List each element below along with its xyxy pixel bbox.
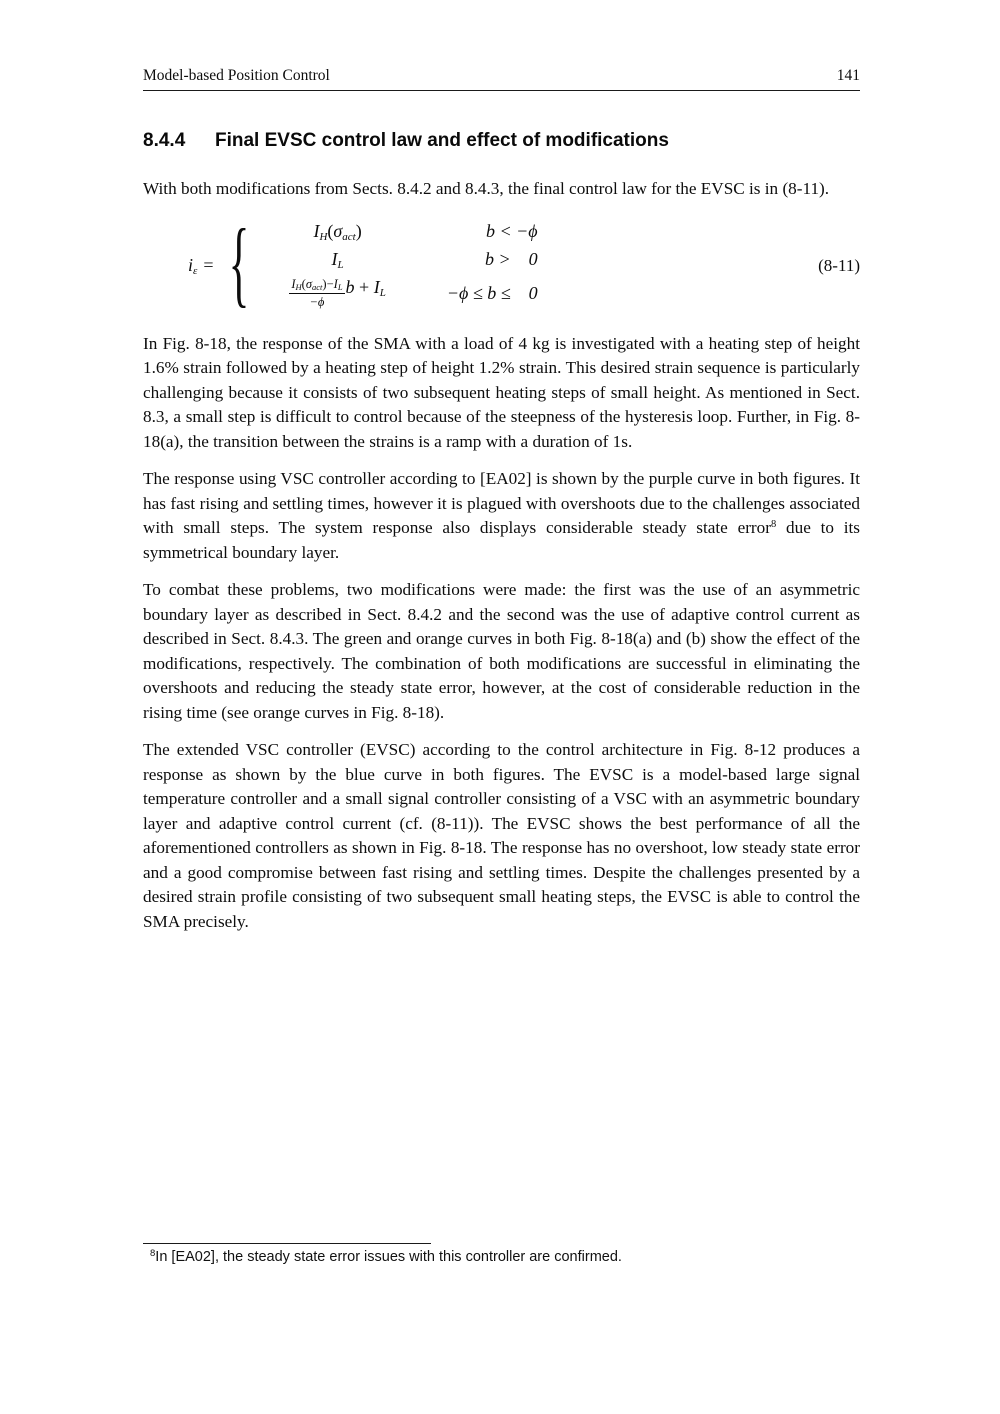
paragraph-3-text-after: due to its symmetrical boundary layer. xyxy=(143,518,860,562)
footnote-rule xyxy=(143,1243,431,1244)
text-column xyxy=(143,0,860,934)
case-1-condition: b < −ϕ xyxy=(485,221,538,241)
paragraph-3-text: The response using VSC controller according to [EA02] is shown by the purple curve in both figures. It has fast rising and settling times, however it is plagued with overshoots due to the challenges associated with small steps. The system response also displays considerable steady state error xyxy=(143,469,860,537)
page-number: 141 xyxy=(836,67,860,84)
minus-sign: − xyxy=(326,277,334,291)
case-1-expression xyxy=(264,221,412,242)
math-var-sigma: σ xyxy=(305,277,313,291)
footnote xyxy=(143,1243,860,1267)
math-sub-L: L xyxy=(379,287,386,299)
case-3-expression xyxy=(264,277,412,310)
section-number: 8.4.4 xyxy=(143,130,186,151)
math-var-i: i xyxy=(188,255,194,275)
math-var-I: I xyxy=(291,277,296,291)
math-var-sigma: σ xyxy=(333,221,343,241)
paragraph-5: The extended VSC controller (EVSC) according to the control architecture in Fig. 8-12 produces a response as shown by the blue curve in both figures. The EVSC is a model-based large signal temperature controller and a small signal controller consisting of a VSC with an asymmetric boundary layer and adaptive control current (cf. (8-11)). The EVSC shows the best performance of all the aforementioned controllers as shown in Fig. 8-18. The response has no overshoot, low steady state error and a good compromise between fast rising and settling times. Despite the challenges presented by a desired strain profile consisting of two subsequent small heating steps, the EVSC is able to control the SMA precisely. xyxy=(143,740,860,931)
footnote-marker: 8 xyxy=(150,1248,156,1259)
case-2-condition: b > 0 xyxy=(484,249,538,269)
fraction-numerator xyxy=(289,277,344,293)
math-sub-H: H xyxy=(295,282,302,292)
equation-8-11 xyxy=(143,208,860,318)
math-var-b: b xyxy=(345,277,355,297)
math-var-I: I xyxy=(313,221,320,241)
math-var-I: I xyxy=(333,277,338,291)
paragraph-4: To combat these problems, two modifications were made: the first was the use of an asymmetric boundary layer as described in Sect. 8.4.2 and the second was the use of adaptive control current as described in Sect. 8.4.3. The green and orange curves in both Fig. 8-18(a) and (b) show the effect of the modifications, respectively. The combination of both modifications are successful in eliminating the overshoots and reducing the steady state error, however, at the cost of considerable reduction in the rising time (see orange curves in Fig. 8-18). xyxy=(143,580,860,722)
case-3-condition: −ϕ ≤ b ≤ 0 xyxy=(446,283,538,303)
fraction-denominator: −ϕ xyxy=(289,293,344,310)
running-header-title: Model-based Position Control xyxy=(143,67,330,84)
footnote-reference: 8 xyxy=(770,519,777,530)
footnote-body: In [EA02], the steady state error issues with this controller are confirmed. xyxy=(155,1249,622,1265)
cases-brace: { xyxy=(228,208,249,316)
paragraph-3 xyxy=(143,467,860,565)
math-sub-epsilon: ε xyxy=(193,265,198,277)
math-sub-H: H xyxy=(319,231,328,243)
paren-open: ( xyxy=(301,277,306,291)
paragraph-2: In Fig. 8-18, the response of the SMA with a load of 4 kg is investigated with a heating step of height 1.6% strain followed by a heating step of height 1.2% strain. This desired strain sequence is particularly challenging because it consists of two subsequent heating steps of small height. As mentioned in Sect. 8.3, a small step is difficult to control because of the steepness of the hysteresis loop. Further, in Fig. 8-18(a), the transition between the strains is a ramp with a duration of 1s. xyxy=(143,333,860,451)
footnote-text xyxy=(143,1248,860,1267)
running-header xyxy=(143,67,860,91)
fraction xyxy=(289,277,344,310)
paren-close: ) xyxy=(355,221,362,241)
math-sub-L: L xyxy=(337,259,344,271)
plus-sign: + xyxy=(359,277,370,297)
math-var-I: I xyxy=(373,277,380,297)
cases-array xyxy=(264,221,538,310)
paragraph-1: With both modifications from Sects. 8.4.2 and 8.4.3, the final control law for the EVSC is in (8-11). xyxy=(143,179,830,198)
section-title: Final EVSC control law and effect of modifications xyxy=(215,130,669,151)
math-sub-L: L xyxy=(337,282,343,292)
case-2-expression xyxy=(264,249,412,270)
math-sub-act: act xyxy=(342,231,356,243)
paren-close: ) xyxy=(322,277,327,291)
math-var-I: I xyxy=(331,249,338,269)
paren-open: ( xyxy=(327,221,334,241)
section-heading xyxy=(143,130,860,151)
equation-lhs xyxy=(188,255,214,276)
equals-sign: = xyxy=(203,255,214,275)
equation-number: (8-11) xyxy=(818,255,860,275)
math-sub-act: act xyxy=(312,282,323,292)
